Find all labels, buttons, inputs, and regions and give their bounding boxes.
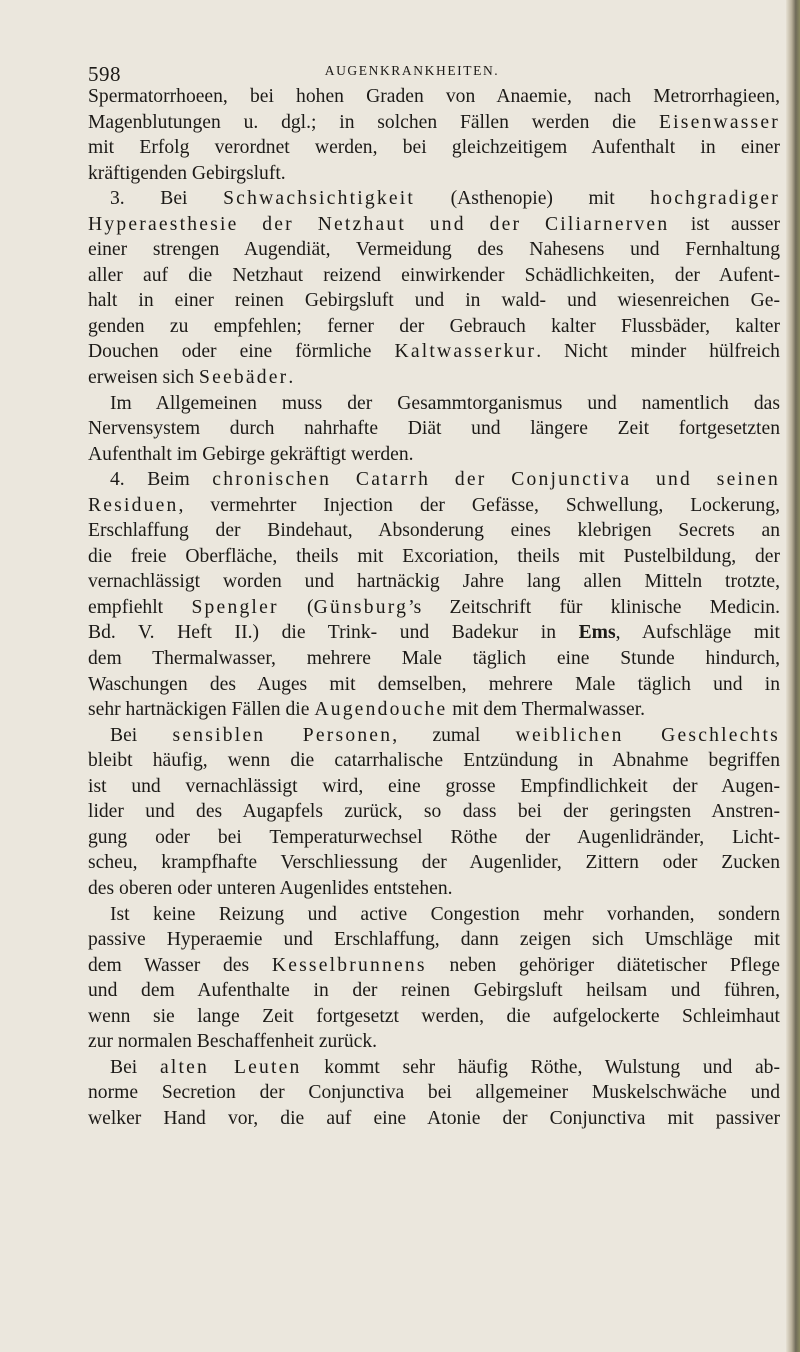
text-line: [88, 876, 780, 902]
text-segment: Bei: [110, 1056, 160, 1078]
bold-text: Ems: [578, 622, 616, 644]
text-line: [88, 1029, 780, 1055]
text-line: [88, 1004, 780, 1030]
text-line: [88, 442, 780, 468]
text-line: [88, 595, 780, 621]
text-line: [88, 339, 780, 365]
text-line: [88, 902, 780, 928]
text-line: [88, 569, 780, 595]
text-segment: Nervensystem durch nahrhafte Diät und längere Zeit fortgesetzten: [88, 418, 780, 440]
text-segment: wenn sie lange Zeit fortgesetzt werden, die aufgelockerte Schleimhaut: [88, 1005, 780, 1027]
text-segment: einer strengen Augendiät, Vermeidung des Nahesens und Fernhaltung: [88, 239, 780, 261]
emphasized-text: Residuen: [88, 494, 179, 516]
text-segment: sehr hartnäckigen Fällen die: [88, 699, 315, 721]
emphasized-text: sensiblen Personen: [172, 724, 393, 746]
text-segment: 4. Beim: [110, 469, 213, 491]
emphasized-text: Augendouche: [314, 699, 448, 721]
page-edge: [786, 0, 800, 1352]
text-segment: neben gehöriger diätetischer Pflege: [426, 954, 780, 976]
text-segment: des oberen oder unteren Augenlides entstehen.: [88, 877, 453, 899]
text-line: [88, 263, 780, 289]
text-line: [88, 110, 780, 136]
text-line: [88, 161, 780, 187]
text-line: [88, 84, 780, 110]
text-segment: . Nicht minder hülfreich: [536, 341, 780, 363]
text-segment: Spermatorrhoeen, bei hohen Graden von Anaemie, nach Metrorrhagieen,: [88, 86, 780, 107]
text-line: [88, 697, 780, 723]
text-segment: Douchen oder eine förmliche: [88, 341, 395, 363]
text-segment: erweisen sich: [88, 367, 199, 389]
text-line: [88, 978, 780, 1004]
text-line: [88, 314, 780, 340]
text-segment: gung oder bei Temperaturwechsel Röthe der Augenlidränder, Licht-: [88, 826, 780, 848]
text-line: [88, 518, 780, 544]
text-line: [88, 467, 780, 493]
text-line: [88, 748, 780, 774]
text-segment: halt in einer reinen Gebirgsluft und in wald- und wiesenreichen Ge-: [88, 290, 780, 312]
text-segment: (: [278, 596, 314, 618]
emphasized-text: weiblichen Geschlechts: [515, 724, 780, 746]
text-segment: vernachlässigt worden und hartnäckig Jahre lang allen Mitteln trotzte,: [88, 571, 780, 593]
page-number: 598: [88, 62, 121, 86]
emphasized-text: hochgradiger: [650, 188, 780, 210]
emphasized-text: Hyperaesthesie der Netzhaut und der Ciliarnerven: [88, 213, 670, 235]
text-segment: Magenblutungen u. dgl.; in solchen Fällen werden die: [88, 111, 659, 133]
text-segment: und dem Aufenthalte in der reinen Gebirgsluft heilsam und führen,: [88, 980, 780, 1002]
emphasized-text: Kesselbrunnens: [271, 954, 427, 976]
text-line: [88, 212, 780, 238]
text-segment: Erschlaffung der Bindehaut, Absonderung eines klebrigen Secrets an: [88, 520, 780, 542]
text-segment: kommt sehr häufig Röthe, Wulstung und ab-: [301, 1056, 780, 1078]
text-segment: ist und vernachlässigt wird, eine grosse Empfindlichkeit der Augen-: [88, 775, 780, 797]
text-line: [88, 723, 780, 749]
running-head: AUGENKRANKHEITEN.: [324, 63, 500, 78]
text-segment: 3. Bei: [110, 188, 224, 210]
text-line: [88, 493, 780, 519]
text-line: [88, 288, 780, 314]
text-line: [88, 391, 780, 417]
text-segment: zur normalen Beschaffenheit zurück.: [88, 1031, 378, 1053]
text-segment: Waschungen des Auges mit demselben, mehrere Male täglich und in: [88, 673, 780, 695]
text-segment: scheu, krampfhafte Verschliessung der Augenlider, Zittern oder Zucken: [88, 852, 780, 874]
text-segment: aller auf die Netzhaut reizend einwirkender Schädlichkeiten, der Aufent-: [88, 264, 780, 286]
text-line: [88, 1106, 780, 1132]
text-line: [88, 237, 780, 263]
text-line: [88, 850, 780, 876]
text-line: [88, 135, 780, 161]
text-segment: dem Thermalwasser, mehrere Male täglich eine Stunde hindurch,: [88, 648, 780, 670]
text-segment: mit Erfolg verordnet werden, bei gleichzeitigem Aufenthalt in einer: [88, 137, 780, 159]
text-line: [88, 365, 780, 391]
text-line: [88, 646, 780, 672]
emphasized-text: alten Leuten: [159, 1056, 302, 1078]
text-segment: norme Secretion der Conjunctiva bei allgemeiner Muskelschwäche und: [88, 1082, 780, 1104]
text-segment: Im Allgemeinen muss der Gesammtorganismus und namentlich das: [110, 392, 780, 414]
text-line: [88, 416, 780, 442]
text-segment: Bd. V. Heft II.) die Trink- und Badekur in: [88, 622, 579, 644]
text-line: [88, 1080, 780, 1106]
text-line: [88, 927, 780, 953]
text-segment: Aufenthalt im Gebirge gekräftigt werden.: [88, 443, 414, 465]
text-line: [88, 825, 780, 851]
text-line: [88, 1055, 780, 1081]
text-line: [88, 953, 780, 979]
text-segment: Bei: [110, 724, 173, 746]
text-segment: ’s Zeitschrift für klinische Medicin.: [408, 596, 781, 618]
text-line: [88, 620, 780, 646]
text-segment: empfiehlt: [88, 596, 192, 618]
text-segment: lider und des Augapfels zurück, so dass bei der geringsten Anstren-: [88, 801, 780, 823]
text-segment: welker Hand vor, die auf eine Atonie der Conjunctiva mit passiver: [88, 1107, 780, 1129]
text-line: [88, 774, 780, 800]
text-line: [88, 799, 780, 825]
text-line: [88, 544, 780, 570]
emphasized-text: chronischen Catarrh der Conjunctiva und seinen: [212, 469, 781, 491]
text-segment: passive Hyperaemie und Erschlaffung, dann zeigen sich Umschläge mit: [88, 929, 780, 951]
text-segment: die freie Oberfläche, theils mit Excoriation, theils mit Pustelbildung, der: [88, 545, 780, 567]
text-line: [88, 186, 780, 212]
text-segment: Ist keine Reizung und active Congestion mehr vorhanden, sondern: [110, 903, 780, 925]
text-segment: mit dem Thermalwasser.: [447, 699, 646, 721]
text-segment: , zumal: [392, 724, 516, 746]
emphasized-text: Seebäder: [199, 367, 289, 389]
text-segment: , Aufschläge mit: [615, 622, 780, 644]
text-segment: .: [288, 367, 294, 389]
emphasized-text: Günsburg: [313, 596, 409, 618]
text-segment: dem Wasser des: [88, 954, 272, 976]
text-segment: ist ausser: [669, 213, 781, 235]
text-segment: , vermehrter Injection der Gefässe, Schwellung, Lockerung,: [178, 494, 780, 516]
text-segment: kräftigenden Gebirgsluft.: [88, 162, 286, 184]
text-segment: (Asthenopie) mit: [415, 188, 651, 210]
text-segment: genden zu empfehlen; ferner der Gebrauch kalter Flussbäder, kalter: [88, 315, 780, 337]
text-segment: bleibt häufig, wenn die catarrhalische Entzündung in Abnahme begriffen: [88, 750, 780, 772]
body-text: [88, 84, 780, 1131]
emphasized-text: Schwachsichtigkeit: [223, 188, 416, 210]
emphasized-text: Spengler: [191, 596, 279, 618]
text-line: [88, 672, 780, 698]
emphasized-text: Eisenwasser: [658, 111, 780, 133]
emphasized-text: Kaltwasserkur: [394, 341, 537, 363]
